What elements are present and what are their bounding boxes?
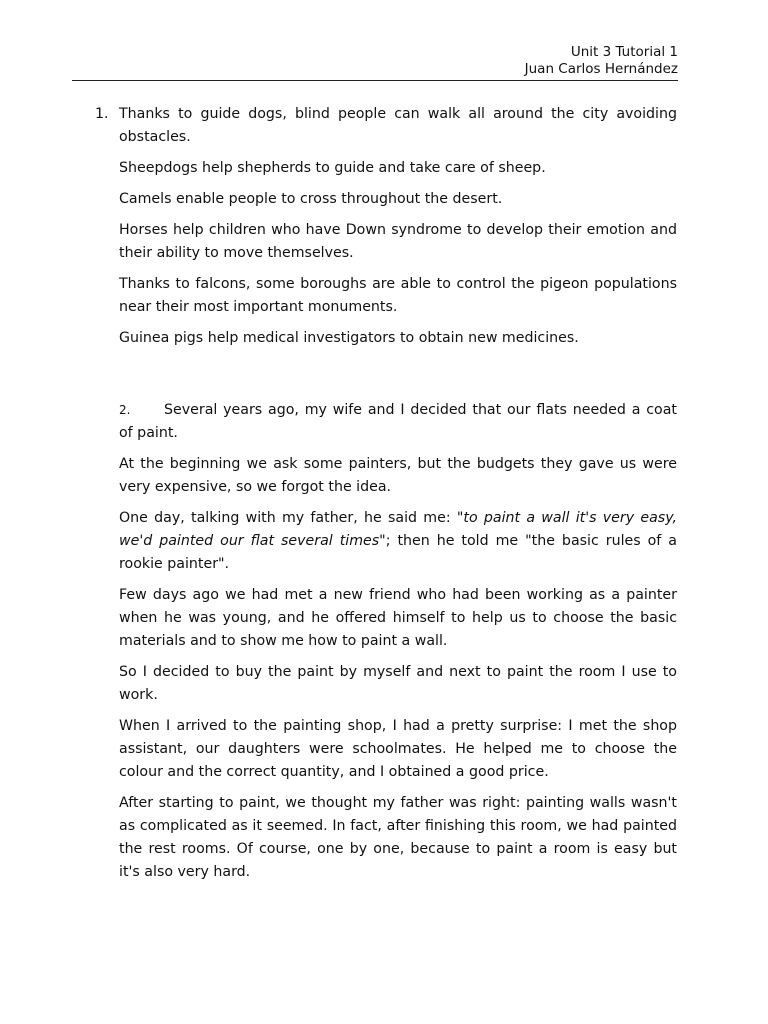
section-1-paragraph: Sheepdogs help shepherds to guide and take care of sheep. bbox=[119, 160, 546, 176]
section-1-number: 1. bbox=[95, 106, 109, 122]
paragraph-tail: ; then he told me "the basic rules of a rookie painter". bbox=[119, 533, 677, 572]
father-quote: "to paint a wall it's very easy, we'd painted our flat several times" bbox=[119, 510, 677, 549]
section-1-paragraph: Horses help children who have Down syndrome to develop their emotion and their ability to move themselves. bbox=[119, 222, 677, 261]
section-1-text: Thanks to guide dogs, blind people can walk all around the city avoiding obstacles. bbox=[119, 106, 677, 145]
section-2-paragraph bbox=[119, 399, 677, 445]
section-2-paragraph bbox=[119, 507, 677, 576]
paragraph-lead: One day, talking with my father, he said me: bbox=[119, 510, 457, 526]
section-spacer bbox=[119, 358, 677, 399]
section-2 bbox=[119, 399, 677, 884]
section-2-paragraph: Few days ago we had met a new friend who had been working as a painter when he was young, and he offered himself to help us to choose the basic materials and to show me how to paint a wall. bbox=[119, 587, 677, 649]
section-2-paragraph: When I arrived to the painting shop, I had a pretty surprise: I met the shop assistant, our daughters were schoolmates. He helped me to choose the colour and the correct quantity, and I obtained a good price. bbox=[119, 718, 677, 780]
section-2-number: 2. bbox=[119, 403, 131, 417]
header-divider bbox=[72, 80, 678, 81]
section-1-paragraph: Guinea pigs help medical investigators to obtain new medicines. bbox=[119, 330, 579, 346]
page-header bbox=[525, 44, 678, 78]
header-title: Unit 3 Tutorial 1 bbox=[570, 44, 678, 60]
document-body bbox=[95, 103, 677, 892]
section-2-paragraph: So I decided to buy the paint by myself and next to paint the room I use to work. bbox=[119, 664, 677, 703]
section-2-text: Several years ago, my wife and I decided that our flats needed a coat of paint. bbox=[119, 402, 677, 441]
header-author: Juan Carlos Hernández bbox=[524, 61, 678, 77]
section-1-paragraph: Camels enable people to cross throughout the desert. bbox=[119, 191, 503, 207]
section-2-paragraph: At the beginning we ask some painters, but the budgets they gave us were very expensive, so we forgot the idea. bbox=[119, 456, 677, 495]
section-1 bbox=[95, 103, 677, 350]
section-1-paragraph bbox=[95, 103, 677, 149]
section-2-paragraph: After starting to paint, we thought my father was right: painting walls wasn't as complicated as it seemed. In fact, after finishing this room, we had painted the rest rooms. Of course, one by one, because to paint a room is easy but it's also very hard. bbox=[119, 795, 677, 880]
section-1-paragraph: Thanks to falcons, some boroughs are able to control the pigeon populations near their most important monuments. bbox=[119, 276, 677, 315]
